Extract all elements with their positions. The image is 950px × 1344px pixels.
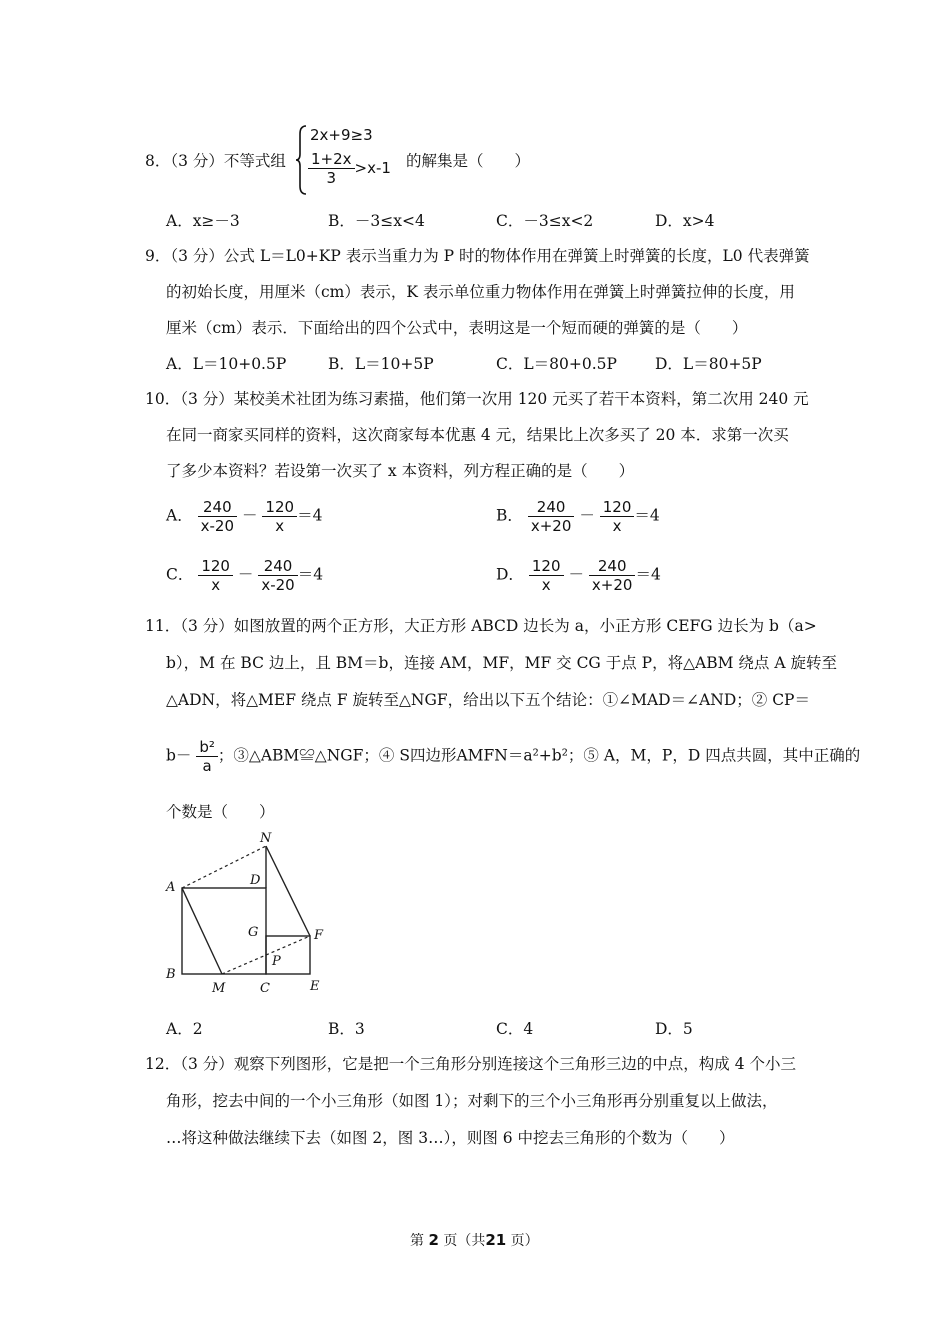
q10-option-a: A． $\frac{240}{x-20}$ － $\frac{120}{x}$ ＝4	[166, 498, 323, 535]
total-pages: 21	[485, 1231, 507, 1249]
q8-option-d: D．x>4	[655, 212, 715, 230]
label-p: P	[272, 954, 281, 969]
q9-option-d: D．L＝80+5P	[655, 355, 762, 373]
q11-line-4: b－ $\frac{\text{b²}}{a}$ ；③△ABM≌△NGF；④ S四边形AMFN＝a²+b²；⑤ A，M，P，D 四点共圆，其中正确的	[166, 738, 861, 775]
q11-figure	[160, 828, 340, 998]
geometry-figure	[160, 828, 340, 998]
label-m: M	[212, 981, 226, 996]
q10-line-3: 了多少本资料？若设第一次买了 x 本资料，列方程正确的是（ ）	[166, 462, 635, 480]
q12-line-1: 12．（3 分）观察下列图形，它是把一个三角形分别连接这个三角形三边的中点，构成 4 个小三	[145, 1055, 796, 1073]
label-d: D	[250, 873, 261, 888]
q10-option-c: C． $\frac{120}{x}$ － $\frac{240}{x-20}$ ＝4	[166, 557, 324, 594]
q8-inequality-1: 2x+9≥3	[310, 126, 373, 144]
segment-am	[182, 888, 222, 974]
q8-option-c: C．－3≤x<2	[496, 212, 594, 230]
q11-line-5: 个数是（ ）	[166, 803, 275, 821]
q8-inequality-2: $\frac{1+2x}{3}$ >x-1	[308, 150, 391, 187]
q11-option-b: B．3	[328, 1020, 365, 1038]
q8-option-a: A．x≥－3	[166, 212, 240, 230]
label-c: C	[260, 981, 270, 996]
label-g: G	[248, 925, 259, 940]
q9-option-b: B．L＝10+5P	[328, 355, 434, 373]
q11-line-1: 11．（3 分）如图放置的两个正方形，大正方形 ABCD 边长为 a，小正方形 CEFG 边长为 b（a>	[145, 617, 817, 635]
label-a: A	[166, 880, 176, 895]
q9-option-c: C．L＝80+0.5P	[496, 355, 617, 373]
q9-line-1: 9．（3 分）公式 L＝L0+KP 表示当重力为 P 时的物体作用在弹簧上时弹簧的长度，L0 代表弹簧	[145, 247, 810, 265]
q11-option-a: A．2	[166, 1020, 203, 1038]
q8-number: 8．（3 分）不等式组	[145, 152, 286, 170]
page-footer: 第 2 页（共21 页）	[410, 1231, 539, 1249]
q11-line-3: △ADN，将△MEF 绕点 F 旋转至△NGF，给出以下五个结论：①∠MAD＝∠AND；② CP＝	[166, 691, 810, 709]
q11-line-2: b），M 在 BC 边上，且 BM＝b，连接 AM，MF，MF 交 CG 于点 P，将△ABM 绕点 A 旋转至	[166, 654, 837, 672]
q9-line-3: 厘米（cm）表示．下面给出的四个公式中，表明这是一个短而硬的弹簧的是（ ）	[166, 319, 748, 337]
q8-brace	[296, 124, 306, 196]
q11-option-c: C．4	[496, 1020, 534, 1038]
label-e: E	[310, 979, 320, 994]
label-n: N	[260, 831, 272, 846]
q12-line-3: …将这种做法继续下去（如图 2，图 3…），则图 6 中挖去三角形的个数为（ ）	[166, 1129, 735, 1147]
q12-line-2: 角形，挖去中间的一个小三角形（如图 1）；对剩下的三个小三角形再分别重复以上做法，	[166, 1092, 778, 1110]
q10-line-1: 10．（3 分）某校美术社团为练习素描，他们第一次用 120 元买了若干本资料，第二次用 240 元	[145, 390, 809, 408]
q10-line-2: 在同一商家买同样的资料，这次商家每本优惠 4 元，结果比上次多买了 20 本．求第一次买	[166, 426, 789, 444]
q10-option-d: D． $\frac{120}{x}$ － $\frac{240}{x+20}$ ＝4	[496, 557, 661, 594]
q9-option-a: A．L＝10+0.5P	[166, 355, 287, 373]
q9-line-2: 的初始长度，用厘米（cm）表示，K 表示单位重力物体作用在弹簧上时弹簧拉伸的长度，用	[166, 283, 795, 301]
q10-option-b: B． $\frac{240}{x+20}$ － $\frac{120}{x}$ ＝4	[496, 498, 660, 535]
q8-option-b: B．－3≤x<4	[328, 212, 425, 230]
page-number: 2	[428, 1231, 439, 1249]
q8-tail: 的解集是（ ）	[406, 152, 531, 170]
label-f: F	[314, 928, 324, 943]
segment-nf	[266, 846, 310, 936]
label-b: B	[166, 967, 176, 982]
q11-option-d: D．5	[655, 1020, 693, 1038]
